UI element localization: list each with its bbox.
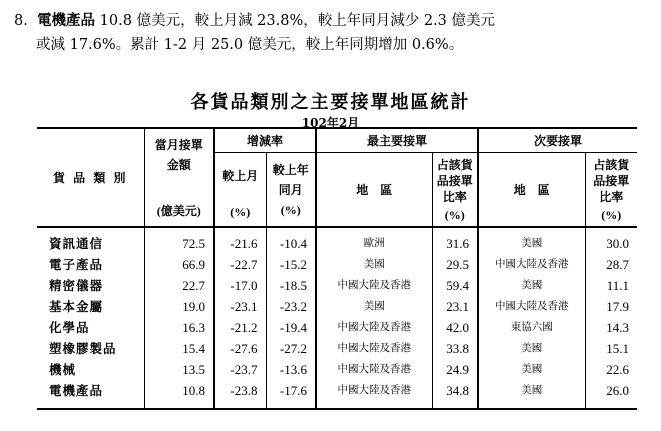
row-category: 電子產品: [49, 257, 104, 272]
header-primary-share-line1: 占該貨: [436, 157, 473, 172]
row-primary-share: 23.1: [432, 296, 478, 317]
header-primary-share: [432, 153, 478, 228]
header-primary: 最主要接單: [316, 128, 478, 153]
row-secondary-region: 東協六國: [478, 317, 585, 338]
row-mom: -23.7: [214, 359, 266, 380]
row-primary-region: 美國: [316, 296, 432, 317]
row-mom: -23.8: [214, 380, 266, 409]
table-row: [37, 338, 637, 359]
table-row: [37, 254, 637, 275]
table-row: [37, 380, 637, 409]
header-growth: 增減率: [214, 128, 316, 153]
row-secondary-region: 中國大陸及香港: [478, 254, 585, 275]
header-amount-line1: 當月接單: [154, 138, 203, 152]
header-amount-unit: (億美元): [156, 204, 201, 218]
row-secondary-share: 28.7: [585, 254, 637, 275]
table-row: [37, 227, 637, 254]
row-mom: -23.1: [214, 296, 266, 317]
header-secondary-region: 地 區: [478, 153, 585, 228]
row-category: 塑橡膠製品: [49, 341, 117, 356]
table-row: [37, 317, 637, 338]
row-category: 基本金屬: [49, 299, 104, 314]
row-mom: -27.6: [214, 338, 266, 359]
row-primary-share: 24.9: [432, 359, 478, 380]
table-row: [37, 296, 637, 317]
row-category: 資訊通信: [49, 236, 104, 251]
row-secondary-share: 26.0: [585, 380, 637, 409]
header-vs-last-month-label: 較上月: [222, 168, 259, 183]
header-secondary-share-pct: (%): [601, 207, 622, 222]
row-primary-share: 42.0: [432, 317, 478, 338]
paragraph-line-1: [14, 9, 495, 33]
row-category: 電機產品: [37, 380, 144, 409]
paragraph-bold-lead: 電機產品: [37, 12, 96, 29]
row-category: 機械: [49, 362, 77, 377]
row-amount: 72.5: [144, 227, 214, 254]
table-row: [37, 359, 637, 380]
header-vs-last-month: [214, 153, 266, 228]
row-yoy: -17.6: [266, 380, 316, 409]
header-amount: [144, 128, 214, 227]
row-yoy: -10.4: [266, 227, 316, 254]
paragraph-number: 8.: [14, 13, 28, 29]
row-secondary-share: 17.9: [585, 296, 637, 317]
header-secondary-share: [585, 153, 637, 228]
header-vs-last-year-line2: 同月: [278, 182, 303, 197]
header-secondary-share-line1: 占該貨: [593, 157, 630, 172]
row-yoy: -18.5: [266, 275, 316, 296]
row-secondary-region: 美國: [478, 338, 585, 359]
header-vs-last-year: [266, 153, 316, 228]
row-secondary-region: 美國: [478, 227, 585, 254]
row-category: 精密儀器: [49, 278, 104, 293]
row-amount: 10.8: [144, 380, 214, 409]
header-category: 貨 品 類 別: [37, 128, 144, 227]
table-period: 102年2月: [301, 116, 360, 130]
table-body: [37, 227, 637, 409]
row-mom: -21.6: [214, 227, 266, 254]
row-secondary-share: 11.1: [585, 275, 637, 296]
row-primary-region: 中國大陸及香港: [316, 275, 432, 296]
header-primary-share-line2: 品接單: [436, 173, 473, 188]
row-category: 化學品: [49, 320, 90, 335]
row-primary-region: 歐洲: [316, 227, 432, 254]
row-secondary-region: 美國: [478, 380, 585, 409]
row-secondary-share: 22.6: [585, 359, 637, 380]
row-primary-region: 中國大陸及香港: [316, 380, 432, 409]
header-primary-region: 地 區: [316, 153, 432, 228]
row-yoy: -19.4: [266, 317, 316, 338]
table-row: [37, 275, 637, 296]
header-vs-last-year-line1: 較上年: [272, 162, 309, 177]
row-primary-share: 29.5: [432, 254, 478, 275]
row-primary-share: 34.8: [432, 380, 478, 409]
row-amount: 16.3: [144, 317, 214, 338]
row-mom: -17.0: [214, 275, 266, 296]
row-secondary-region: 中國大陸及香港: [478, 296, 585, 317]
table-title: 各貨品類別之主要接單地區統計: [190, 92, 471, 113]
row-mom: -21.2: [214, 317, 266, 338]
row-secondary-share: 15.1: [585, 338, 637, 359]
row-amount: 66.9: [144, 254, 214, 275]
row-primary-share: 31.6: [432, 227, 478, 254]
row-secondary-share: 14.3: [585, 317, 637, 338]
row-amount: 19.0: [144, 296, 214, 317]
row-primary-share: 59.4: [432, 275, 478, 296]
row-primary-region: 美國: [316, 254, 432, 275]
header-vs-last-year-pct: (%): [280, 202, 301, 217]
row-secondary-region: 美國: [478, 275, 585, 296]
header-amount-line2: 金額: [166, 158, 191, 172]
row-yoy: -13.6: [266, 359, 316, 380]
row-secondary-share: 30.0: [585, 227, 637, 254]
header-secondary: 次要接單: [478, 128, 637, 153]
row-yoy: -23.2: [266, 296, 316, 317]
header-secondary-share-line2: 品接單: [593, 173, 630, 188]
header-secondary-share-line3: 比率: [599, 189, 624, 204]
order-region-table: [37, 127, 637, 410]
header-primary-share-line3: 比率: [442, 189, 467, 204]
row-yoy: -15.2: [266, 254, 316, 275]
paragraph-line-2: 或減 17.6%。累計 1-2 月 25.0 億美元，較上年同期增加 0.6%。: [36, 37, 464, 53]
header-primary-share-pct: (%): [444, 207, 465, 222]
row-yoy: -27.2: [266, 338, 316, 359]
row-amount: 15.4: [144, 338, 214, 359]
header-vs-last-month-pct: (%): [230, 204, 251, 219]
row-amount: 13.5: [144, 359, 214, 380]
row-primary-share: 33.8: [432, 338, 478, 359]
row-mom: -22.7: [214, 254, 266, 275]
row-primary-region: 中國大陸及香港: [316, 338, 432, 359]
paragraph-line-1-text: 10.8 億美元，較上月減 23.8%，較上年同月減少 2.3 億美元: [95, 13, 496, 29]
row-primary-region: 中國大陸及香港: [316, 359, 432, 380]
row-secondary-region: 美國: [478, 359, 585, 380]
row-primary-region: 中國大陸及香港: [316, 317, 432, 338]
row-amount: 22.7: [144, 275, 214, 296]
